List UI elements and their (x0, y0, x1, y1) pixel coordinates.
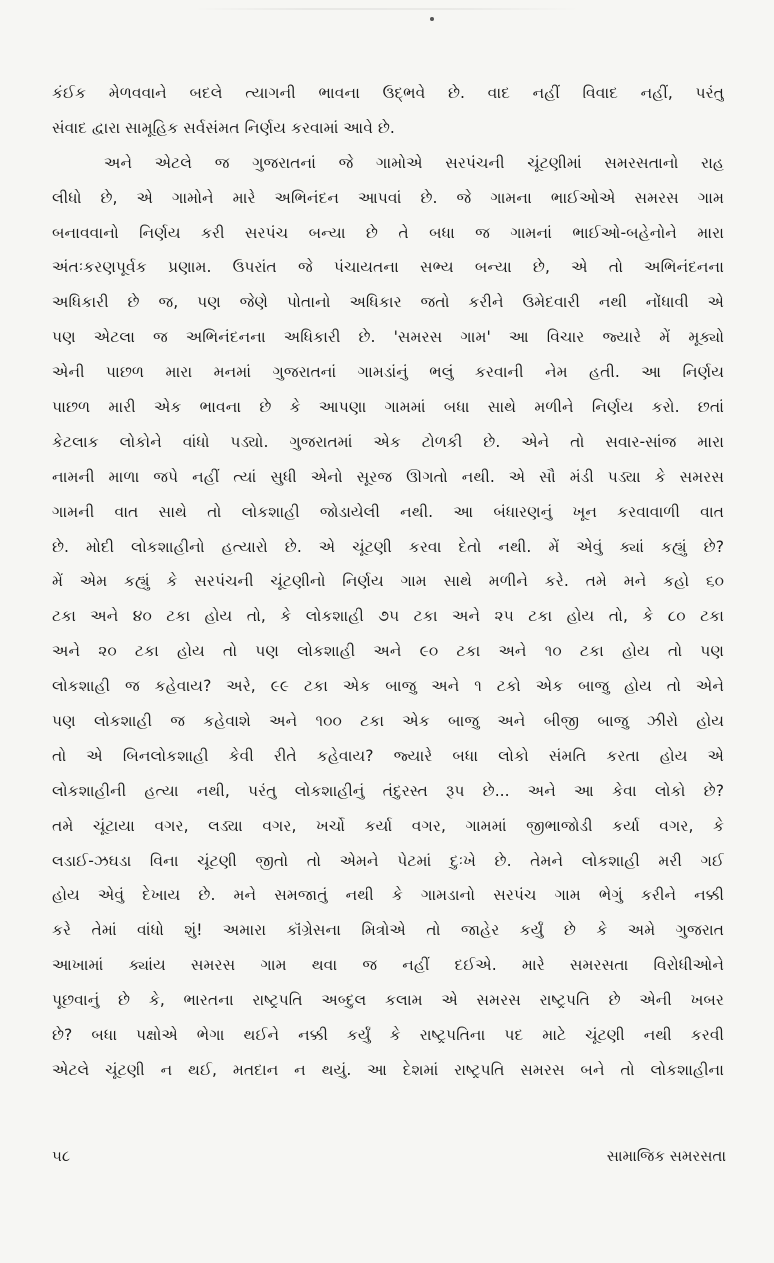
text-line: લડાઈ-ઝઘડા વિના ચૂંટણી જીતો તો એમને પેટમાં દુઃખે છે. તેમને લોકશાહી મરી ગઈ (52, 851, 724, 870)
text-line: છે? બધા પક્ષોએ ભેગા થઈને નક્કી કર્યું કે રાષ્ટ્રપતિના પદ માટે ચૂંટણી નથી કરવી (52, 1026, 724, 1045)
text-line: કંઈક મેળવવાને બદલે ત્યાગની ભાવના ઉદ્‌ભવે છે. વાદ નહીં વિવાદ નહીં, પરંતુ (52, 84, 724, 102)
text-line: તો એ બિનલોકશાહી કેવી રીતે કહેવાય? જ્યારે બધા લોકો સંમતિ કરતા હોય એ (52, 746, 724, 765)
text-line: અધિકારી છે જ, પણ જેણે પોતાનો અધિકાર જતો કરીને ઉમેદવારી નથી નોંધાવી એ (52, 293, 724, 312)
text-line: કેટલાક લોકોને વાંધો પડ્યો. ગુજરાતમાં એક ટોળકી છે. એને તો સવાર-સાંજ મારા (52, 432, 724, 451)
text-line: છે. મોદી લોકશાહીનો હત્યારો છે. એ ચૂંટણી કરવા દેતો નથી. મેં એવું ક્યાં કહ્યું છે? (52, 537, 724, 556)
text-line: નામની માળા જપે નહીં ત્યાં સુધી એનો સૂરજ ઊગતો નથી. એ સૌ મંડી પડ્યા કે સમરસ (52, 467, 724, 486)
text-line: સંવાદ દ્વારા સામૂહિક સર્વસંમત નિર્ણય કરવામાં આવે છે. (52, 118, 395, 137)
running-title: સામાજિક સમરસતા (606, 1147, 726, 1165)
text-line: પણ એટલા જ અભિનંદનના અધિકારી છે. 'સમરસ ગામ' આ વિચાર જ્યારે મેં મૂક્યો (52, 328, 724, 347)
text-line: મેં એમ કહ્યું કે સરપંચની ચૂંટણીનો નિર્ણય ગામ સાથે મળીને કરે. તમે મને કહો ૬૦ (52, 572, 724, 591)
show-through-text (0, 8, 774, 10)
text-line: એની પાછળ મારા મનમાં ગુજરાતનાં ગામડાંનું ભલું કરવાની નેમ હતી. આ નિર્ણય (52, 363, 724, 382)
text-line: એટલે ચૂંટણી ન થઈ, મતદાન ન થયું. આ દેશમાં રાષ્ટ્રપતિ સમરસ બને તો લોકશાહીના (52, 1060, 724, 1079)
page-footer (52, 1142, 726, 1170)
text-line: લોકશાહીની હત્યા નથી, પરંતુ લોકશાહીનું તંદુરસ્ત રૂપ છે... અને આ કેવા લોકો છે? (52, 781, 724, 800)
text-line: પણ લોકશાહી જ કહેવાશે અને ૧૦૦ ટકા એક બાજુ અને બીજી બાજુ ઝીરો હોય (52, 712, 724, 731)
text-line: બનાવવાનો નિર્ણય કરી સરપંચ બન્યા છે તે બધા જ ગામનાં ભાઈઓ-બહેનોને મારા (52, 223, 724, 242)
text-line: લીધો છે, એ ગામોને મારે અભિનંદન આપવાં છે. જે ગામના ભાઈઓએ સમરસ ગામ (52, 188, 724, 207)
body-text (52, 76, 724, 1088)
text-line: ટકા અને ૪૦ ટકા હોય તો, કે લોકશાહી ૭૫ ટકા અને ૨૫ ટકા હોય તો, કે ૮૦ ટકા (52, 607, 724, 626)
text-line: લોકશાહી જ કહેવાય? અરે, ૯૯ ટકા એક બાજુ અને ૧ ટકો એક બાજુ હોય તો એને (52, 677, 724, 696)
print-speck (430, 17, 434, 21)
text-line: અને ૨૦ ટકા હોય તો પણ લોકશાહી અને ૯૦ ટકા અને ૧૦ ટકા હોય તો પણ (52, 642, 724, 661)
text-line: ગામની વાત સાથે તો લોકશાહી જોડાયેલી નથી. આ બંધારણનું ખૂન કરવાવાળી વાત (52, 502, 724, 521)
text-line: અંતઃકરણપૂર્વક પ્રણામ. ઉપરાંત જે પંચાયતના સભ્ય બન્યા છે, એ તો અભિનંદનના (52, 258, 724, 277)
text-line: કરે તેમાં વાંધો શું! અમારા કૉંગ્રેસના મિત્રોએ તો જાહેર કર્યું છે કે અમે ગુજરાત (52, 921, 724, 940)
text-line: પૂછવાનું છે કે, ભારતના રાષ્ટ્રપતિ અબ્દુલ કલામ એ સમરસ રાષ્ટ્રપતિ છે એની ખબર (52, 991, 724, 1010)
page-number: ૫૮ (52, 1147, 71, 1165)
text-line: તમે ચૂંટાયા વગર, લડ્યા વગર, ખર્ચો કર્યા વગર, ગામમાં જીભાજોડી કર્યા વગર, કે (52, 816, 724, 835)
text-line: પાછળ મારી એક ભાવના છે કે આપણા ગામમાં બધા સાથે મળીને નિર્ણય કરો. છતાં (52, 398, 724, 417)
text-line: આખામાં ક્યાંય સમરસ ગામ થવા જ નહીં દઈએ. મારે સમરસતા વિરોધીઓને (52, 956, 724, 975)
text-line: અને એટલે જ ગુજરાતનાં જે ગામોએ સરપંચની ચૂંટણીમાં સમરસતાનો રાહ (104, 153, 724, 172)
text-line: હોય એવું દેખાય છે. મને સમજાતું નથી કે ગામડાનો સરપંચ ગામ ભેગું કરીને નક્કી (52, 886, 724, 905)
